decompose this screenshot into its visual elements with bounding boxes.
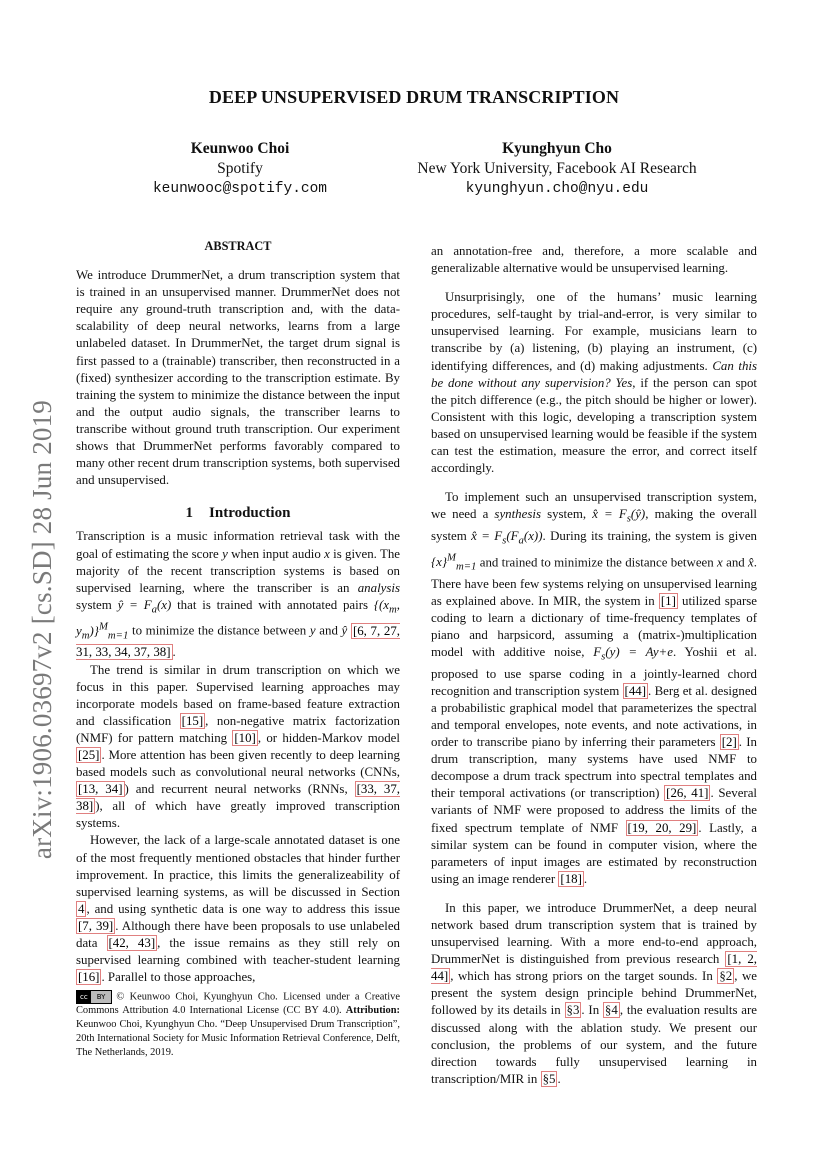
text-run: © Keunwoo Choi, Kyunghyun Cho. Licensed under a Creative Commons Attribution 4.0 International License (CC BY 4.0). xyxy=(76,991,400,1017)
citation-link[interactable]: [33, 37, 38] xyxy=(76,782,401,814)
math-var: y xyxy=(222,546,228,561)
intro-paragraph-3 xyxy=(76,832,400,986)
section-ref-link[interactable]: §3 xyxy=(566,1003,580,1018)
citation-link[interactable]: [44] xyxy=(624,683,647,698)
text-run: ) and recurrent neural networks (RNNs, xyxy=(124,782,355,797)
text-run: , which has strong priors on the target sounds. In xyxy=(450,969,718,984)
citation-link[interactable]: [26, 41] xyxy=(666,786,709,801)
math-formula xyxy=(592,507,646,525)
math-part: x̂ = F xyxy=(471,528,503,543)
math-part: (ŷ) xyxy=(630,507,646,522)
right-paragraph-3 xyxy=(431,489,757,888)
math-sub: s xyxy=(502,534,507,547)
right-paragraph-2 xyxy=(431,289,757,477)
left-column xyxy=(76,238,400,986)
math-formula xyxy=(593,645,673,663)
math-sub: m xyxy=(389,603,397,616)
section-title: Introduction xyxy=(209,505,291,522)
math-part: , y xyxy=(76,597,401,638)
text-run: Keunwoo Choi, Kyunghyun Cho. “Deep Unsupervised Drum Transcription”, 20th International Society for Music Information Retrieval Conference, Delft, The Netherlands, 2019. xyxy=(76,1019,400,1059)
author-affiliation: Spotify xyxy=(217,160,263,177)
math-part: x̂ = F xyxy=(592,507,627,522)
author-affiliation: New York University, Facebook AI Research xyxy=(417,160,697,177)
citation-link[interactable]: [2] xyxy=(721,735,737,750)
license-footnote xyxy=(76,990,400,1060)
author-email: keunwooc@spotify.com xyxy=(152,181,328,197)
text-run: . Berg et al. designed a probabilistic graphical model that parameterizes the spectral and temporal envelopes, note events, and note activations, in order to transcribe piano by inferring their parameters xyxy=(431,683,757,750)
right-paragraph-1: an annotation-free and, therefore, a more scalable and generalizable alternative would be unsupervised learning. xyxy=(431,244,757,276)
text-run: . Lastly, a similar system can be found in computer vision, where the parameters of input images are estimated by reconstruction using an image renderer xyxy=(431,820,758,886)
section-ref-link[interactable]: §4 xyxy=(604,1003,618,1018)
text-run: , or hidden-Markov model xyxy=(257,730,400,745)
text-run: However, the lack of a large-scale annotated dataset is one of the most frequently mentioned obstacles that hinder further improvement. In practice, this limits the generalizeability of supervised learning systems, as will be discussed in Section xyxy=(76,833,400,899)
math-part: ŷ = F xyxy=(117,597,152,612)
author-block-2 xyxy=(392,139,722,199)
emphasis: synthesis xyxy=(494,507,541,522)
text-run: , making the overall system xyxy=(431,507,757,543)
citation-link[interactable]: [18] xyxy=(560,871,582,886)
paper-title: DEEP UNSUPERVISED DRUM TRANSCRIPTION xyxy=(208,87,620,107)
text-run: , the evaluation results are discussed along with the ablation study. We present our conclusion, the problems of our system, and the future direction towards fully unsupervised learning in transcription/MIR in xyxy=(431,1003,757,1086)
emphasis: Can this be done without any supervision? Yes xyxy=(431,358,757,390)
text-run: . There have been few systems relying on unsupervised learning as explained above. In MIR, the system in xyxy=(431,554,758,608)
citation-link[interactable]: [15] xyxy=(181,713,204,728)
section-ref-link[interactable]: §5 xyxy=(542,1071,556,1086)
text-run: . In drum transcription, many systems have used NMF to decompose a drum track spectrum into spectral templates and their temporal activations (or transcription) xyxy=(431,735,757,801)
citation-link[interactable]: [42, 43] xyxy=(108,936,156,951)
author-name: Keunwoo Choi xyxy=(190,140,290,157)
math-part: F xyxy=(593,645,602,659)
right-column xyxy=(431,243,757,1088)
citation-link[interactable]: [13, 34] xyxy=(78,782,123,797)
text-run: and xyxy=(722,554,749,569)
math-var: x̂ xyxy=(748,554,754,569)
math-sup: M xyxy=(98,620,108,633)
citation-link[interactable]: [1, 2, 44] xyxy=(431,952,757,984)
text-run: . xyxy=(557,1071,561,1086)
intro-paragraph-2 xyxy=(76,662,400,833)
citation-link[interactable]: [16] xyxy=(78,970,100,985)
text-run: Transcription is a music information retrieval task with the goal of estimating the score xyxy=(76,529,400,561)
section-ref-link[interactable]: 4 xyxy=(78,901,85,916)
math-var: x xyxy=(717,554,723,569)
math-var: x xyxy=(324,546,330,561)
math-part: (x)) xyxy=(523,528,543,543)
text-run: . xyxy=(583,871,588,886)
math-part: )} xyxy=(89,623,99,638)
text-run: . Several variants of NMF were proposed to address the limits of the fixed spectrum template of NMF xyxy=(431,786,758,835)
author-name: Kyunghyun Cho xyxy=(502,140,612,157)
right-paragraph-4 xyxy=(431,900,757,1088)
citation-link[interactable]: [6, 7, 27, 31, 33, 34, 37, 38] xyxy=(76,623,400,660)
text-run: , non-negative matrix factorization (NMF) for pattern matching xyxy=(76,713,400,745)
math-var: ŷ xyxy=(341,623,348,638)
attribution-label: Attribution: xyxy=(345,1005,400,1017)
citation-link[interactable]: [1] xyxy=(660,593,676,608)
section-ref-link[interactable]: §2 xyxy=(719,969,733,984)
math-part: (y) = Ay+e xyxy=(605,645,673,659)
text-run: system, xyxy=(540,507,593,522)
section-number: 1 xyxy=(185,505,194,522)
citation-link[interactable]: [19, 20, 29] xyxy=(627,820,697,835)
math-formula xyxy=(431,551,477,573)
text-run: Unsurprisingly, one of the humans’ music learning procedures, self-taught by trial-and-error, is very similar to unsupervised learning. For example, musicians learn to transcribe by (a) listening, (b) playing an instrument, (c) identifying differences, and (d) making adjustments. xyxy=(431,290,757,373)
text-run: . Yoshii et al. proposed to use sparse coding in a jointly-learned chord recognition and transcription system xyxy=(431,645,757,698)
text-run: when input audio xyxy=(227,546,325,561)
math-formula xyxy=(471,528,543,547)
text-run: . Parallel to those approaches, xyxy=(101,970,256,985)
math-var: y xyxy=(309,623,316,638)
text-run: , the issue remains as they still rely on supervised learning combined with teacher-student learning xyxy=(76,936,401,968)
citation-link[interactable]: [10] xyxy=(234,730,256,745)
math-sub: m=1 xyxy=(107,629,129,642)
intro-paragraph-1 xyxy=(76,528,400,661)
text-run: , and using synthetic data is one way to address this issue xyxy=(86,901,400,916)
text-run: and trained to minimize the distance between xyxy=(476,554,718,569)
abstract-text: We introduce DrummerNet, a drum transcription system that is trained in an unsupervised manner. DrummerNet does not require any ground-truth transcription and, with the data-scalability of deep neural networks, learns from a large unlabeled dataset. In DrummerNet, the target drum signal is first passed to a (trainable) transcriber, then reconstructed in a (fixed) synthesizer according to the transcription estimate. By training the system to minimize the distance between the input and the output audio signals, the transcriber learns to transcribe without ground truth transcription. Our experiment shows that DrummerNet performs favorably compared to many other recent drum transcription systems, both supervised and unsupervised. xyxy=(76,268,400,488)
by-label: BY xyxy=(91,991,112,1003)
text-run: To implement such an unsupervised transcription system, we need a xyxy=(431,490,757,522)
text-run: that is trained with annotated pairs xyxy=(171,597,374,612)
section-heading xyxy=(76,505,400,522)
text-run: . In xyxy=(581,1003,603,1018)
math-sub: s xyxy=(601,650,606,663)
text-run: The trend is similar in drum transcription on which we focus in this paper. Supervised learning approaches may incorporate models based on frame-based feature extraction and classification xyxy=(76,662,400,728)
math-sub: a xyxy=(518,534,524,547)
text-run: , if the person can spot the pitch difference (e.g., the pitch should be higher or lower). Consistent with this logic, developing a transcription system based on unsupervised learning would be feasible if the system can test the estimation, measure the error, and correct itself accordingly. xyxy=(431,375,757,476)
text-run: and xyxy=(315,623,342,638)
text-run: ), all of which have greatly improved transcription systems. xyxy=(76,799,400,831)
text-run: to minimize the distance between xyxy=(128,623,310,638)
text-run: is given. The majority of the recent transcription systems is based on supervised learning, where the transcriber is an xyxy=(76,546,400,595)
text-run: system xyxy=(76,597,118,612)
abstract-heading: ABSTRACT xyxy=(204,239,272,253)
citation-link[interactable]: [7, 39] xyxy=(78,918,114,933)
math-sup: M xyxy=(447,551,457,564)
text-run: . More attention has been given recently to deep learning based models such as convolutional neural networks (CNNs, xyxy=(76,747,400,780)
author-email: kyunghyun.cho@nyu.edu xyxy=(465,181,649,197)
math-sub: m=1 xyxy=(456,560,477,573)
math-sub: a xyxy=(151,603,157,616)
cc-label: cc xyxy=(77,991,91,1003)
math-sub: m xyxy=(81,629,90,642)
author-block-1 xyxy=(140,139,340,199)
math-sub: s xyxy=(626,512,631,525)
emphasis: analysis xyxy=(357,580,400,595)
math-part: {(x xyxy=(373,597,390,612)
text-run: In this paper, we introduce DrummerNet, a deep neural network based drum transcription system that is trained by unsupervised learning. With a more end-to-end approach, DrummerNet is distinguished from previous research xyxy=(431,900,757,967)
arxiv-stamp xyxy=(22,370,62,890)
text-run: , we present the system design principle behind DrummerNet, followed by its details in xyxy=(431,969,757,1018)
citation-link[interactable]: [25] xyxy=(78,747,100,762)
math-part: {x} xyxy=(431,554,448,569)
text-run: . During its training, the system is given xyxy=(542,528,758,543)
text-run: . Although there have been proposals to use unlabeled data xyxy=(76,918,400,951)
text-run: . xyxy=(172,645,176,660)
math-formula xyxy=(117,597,172,616)
cc-by-badge-icon xyxy=(76,990,112,1004)
math-part: (x) xyxy=(156,597,172,612)
text-run: utilized sparse coding to learn a dictionary of time-frequency templates of piano and harpsicord, assuming a (matrix-)multiplication model with additive noise, xyxy=(431,593,757,659)
arxiv-stamp-text: arXiv:1906.03697v2 [cs.SD] 28 Jun 2019 xyxy=(26,400,57,860)
math-part: (F xyxy=(506,528,519,543)
